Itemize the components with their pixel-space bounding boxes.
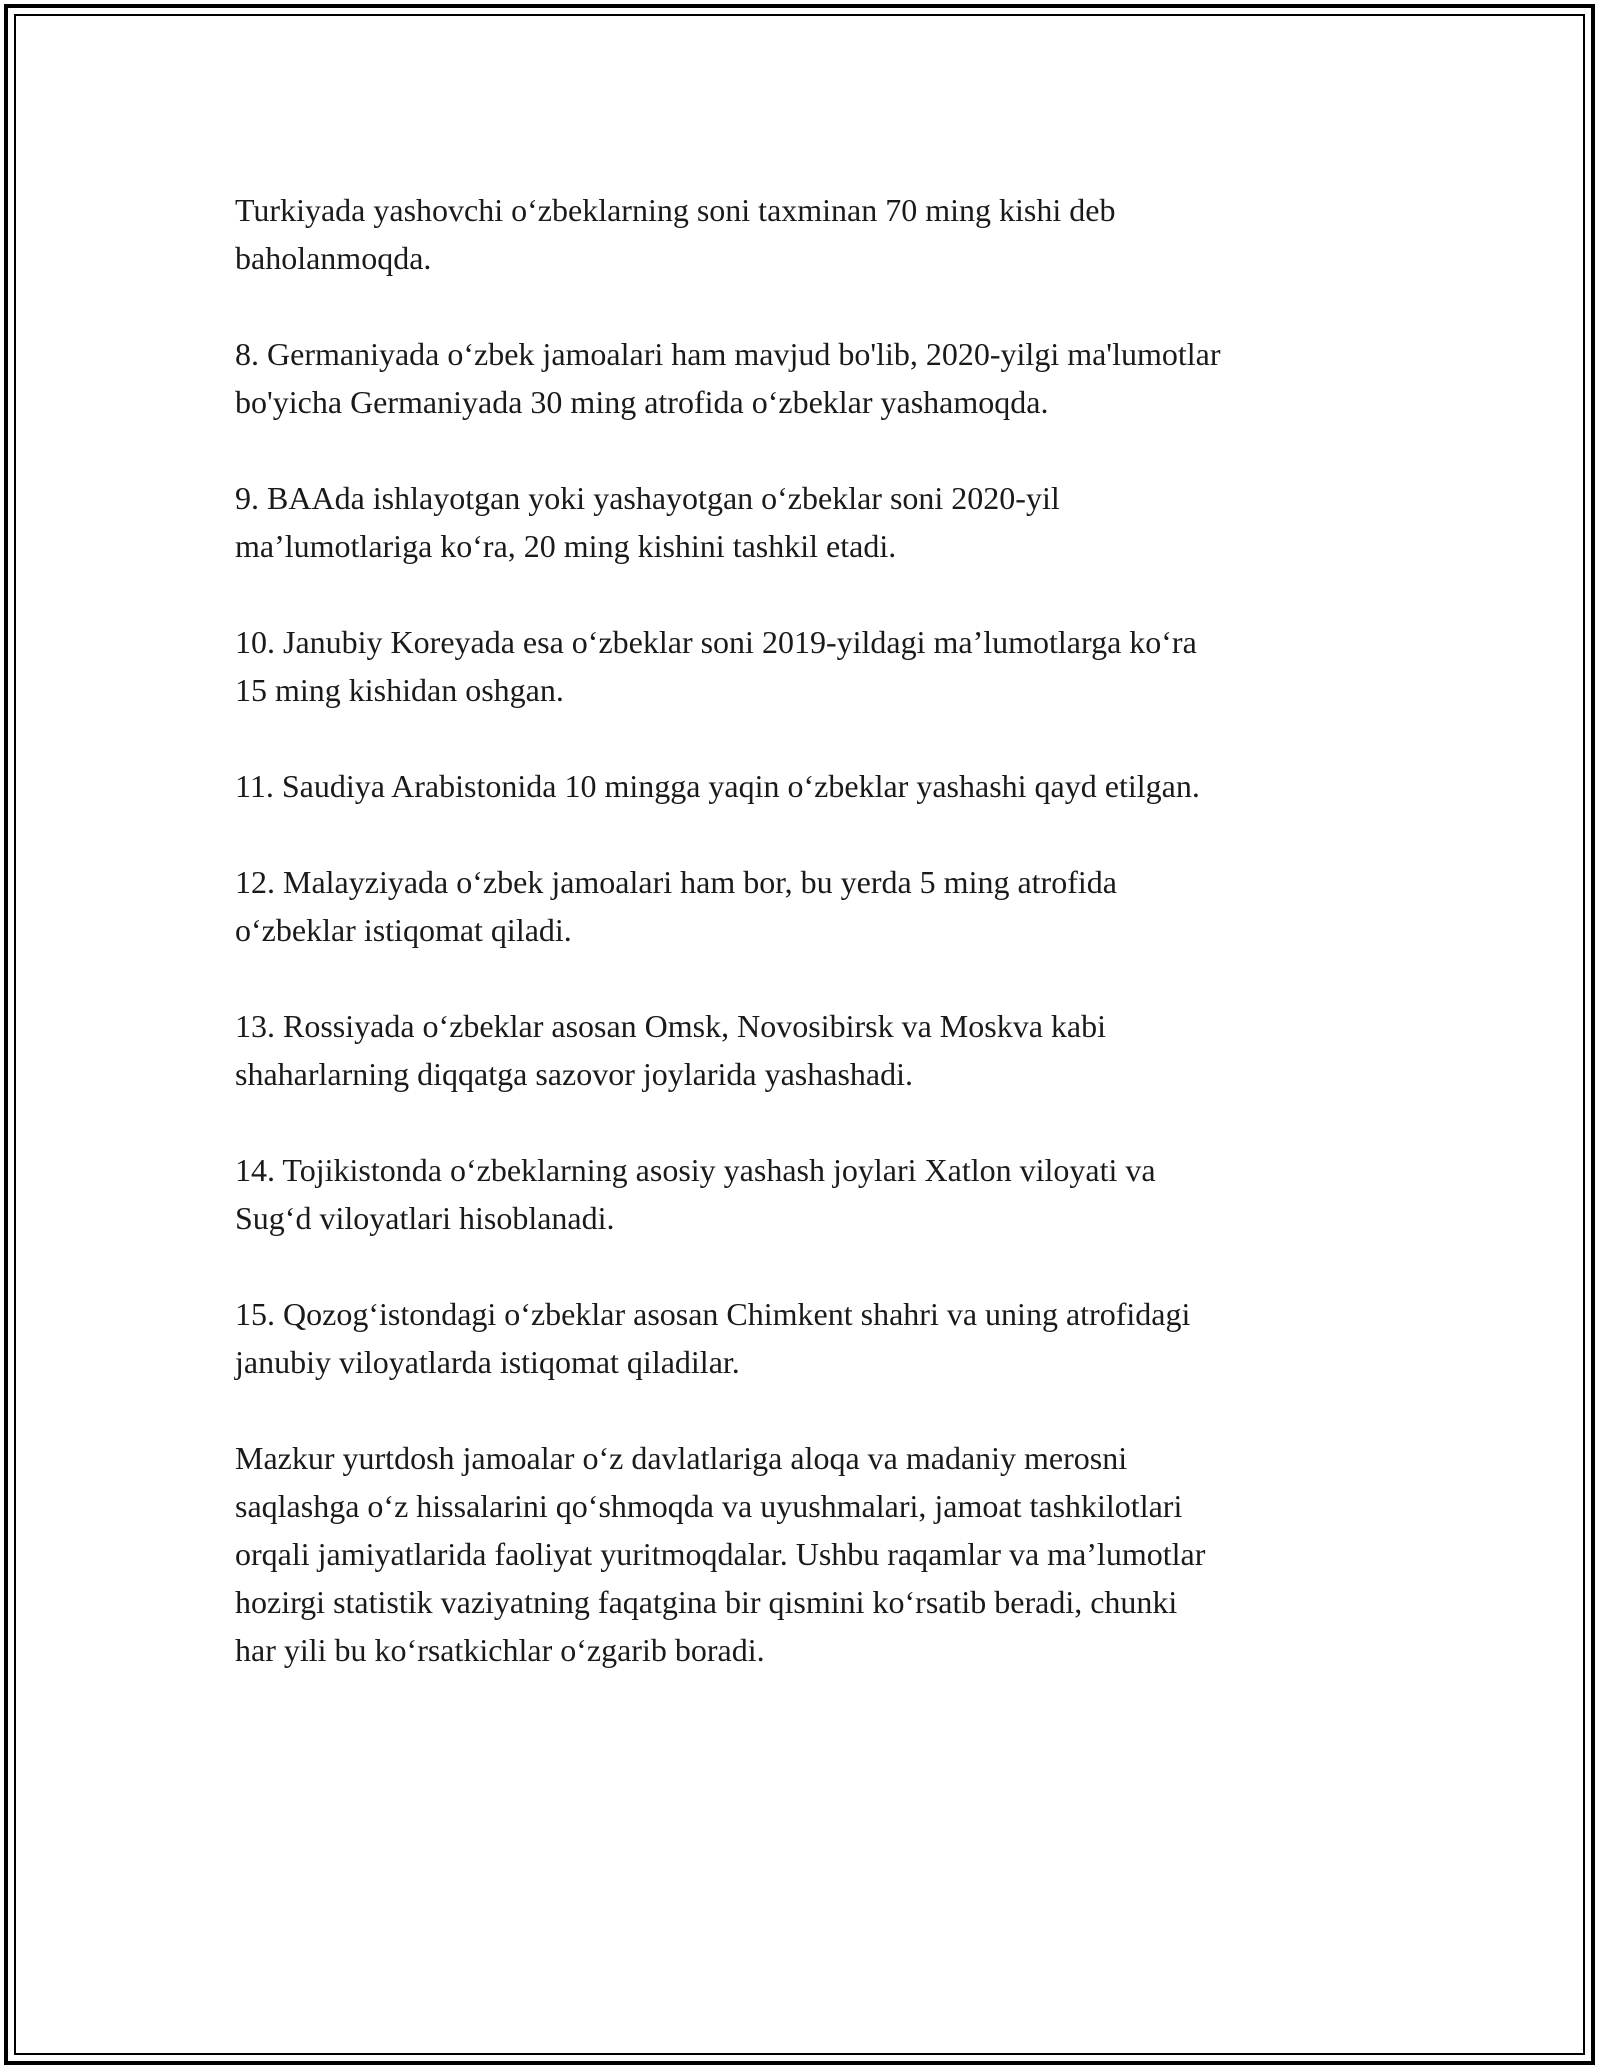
paragraph-turkey	[235, 186, 1385, 282]
paragraph-item-14	[235, 1146, 1385, 1242]
text-line: 11. Saudiya Arabistonida 10 mingga yaqin o‘zbeklar yashashi qayd etilgan.	[235, 768, 1200, 804]
paragraph-item-10	[235, 618, 1385, 714]
text-line: saqlashga o‘z hissalarini qo‘shmoqda va uyushmalari, jamoat tashkilotlari	[235, 1488, 1183, 1524]
text-line: 15 ming kishidan oshgan.	[235, 672, 564, 708]
text-line: 13. Rossiyada o‘zbeklar asosan Omsk, Novosibirsk va Moskva kabi	[235, 1008, 1106, 1044]
text-line: 10. Janubiy Koreyada esa o‘zbeklar soni 2019-yildagi ma’lumotlarga ko‘ra	[235, 624, 1197, 660]
text-line: 15. Qozog‘istondagi o‘zbeklar asosan Chimkent shahri va uning atrofidagi	[235, 1296, 1191, 1332]
paragraph-item-15	[235, 1290, 1385, 1386]
paragraph-item-9	[235, 474, 1385, 570]
text-line: ma’lumotlariga ko‘ra, 20 ming kishini tashkil etadi.	[235, 528, 897, 564]
text-line: orqali jamiyatlarida faoliyat yuritmoqdalar. Ushbu raqamlar va ma’lumotlar	[235, 1536, 1206, 1572]
text-line: Turkiyada yashovchi o‘zbeklarning soni taxminan 70 ming kishi deb	[235, 192, 1116, 228]
text-line: 8. Germaniyada o‘zbek jamoalari ham mavjud bo'lib, 2020-yilgi ma'lumotlar	[235, 336, 1221, 372]
paragraph-item-12	[235, 858, 1385, 954]
paragraph-item-11	[235, 762, 1385, 810]
text-line: baholanmoqda.	[235, 240, 432, 276]
paragraph-conclusion	[235, 1434, 1385, 1674]
text-line: bo'yicha Germaniyada 30 ming atrofida o‘zbeklar yashamoqda.	[235, 384, 1049, 420]
paragraph-item-13	[235, 1002, 1385, 1098]
paragraph-item-8	[235, 330, 1385, 426]
text-line: Sug‘d viloyatlari hisoblanadi.	[235, 1200, 615, 1236]
text-line: o‘zbeklar istiqomat qiladi.	[235, 912, 572, 948]
text-line: janubiy viloyatlarda istiqomat qiladilar.	[235, 1344, 740, 1380]
text-line: 14. Tojikistonda o‘zbeklarning asosiy yashash joylari Xatlon viloyati va	[235, 1152, 1156, 1188]
text-line: hozirgi statistik vaziyatning faqatgina bir qismini ko‘rsatib beradi, chunki	[235, 1584, 1178, 1620]
document-body	[235, 186, 1385, 1674]
text-line: shaharlarning diqqatga sazovor joylarida yashashadi.	[235, 1056, 913, 1092]
text-line: 9. BAAda ishlayotgan yoki yashayotgan o‘zbeklar soni 2020-yil	[235, 480, 1060, 516]
text-line: har yili bu ko‘rsatkichlar o‘zgarib boradi.	[235, 1632, 765, 1668]
text-line: Mazkur yurtdosh jamoalar o‘z davlatlariga aloqa va madaniy merosni	[235, 1440, 1128, 1476]
text-line: 12. Malayziyada o‘zbek jamoalari ham bor, bu yerda 5 ming atrofida	[235, 864, 1117, 900]
